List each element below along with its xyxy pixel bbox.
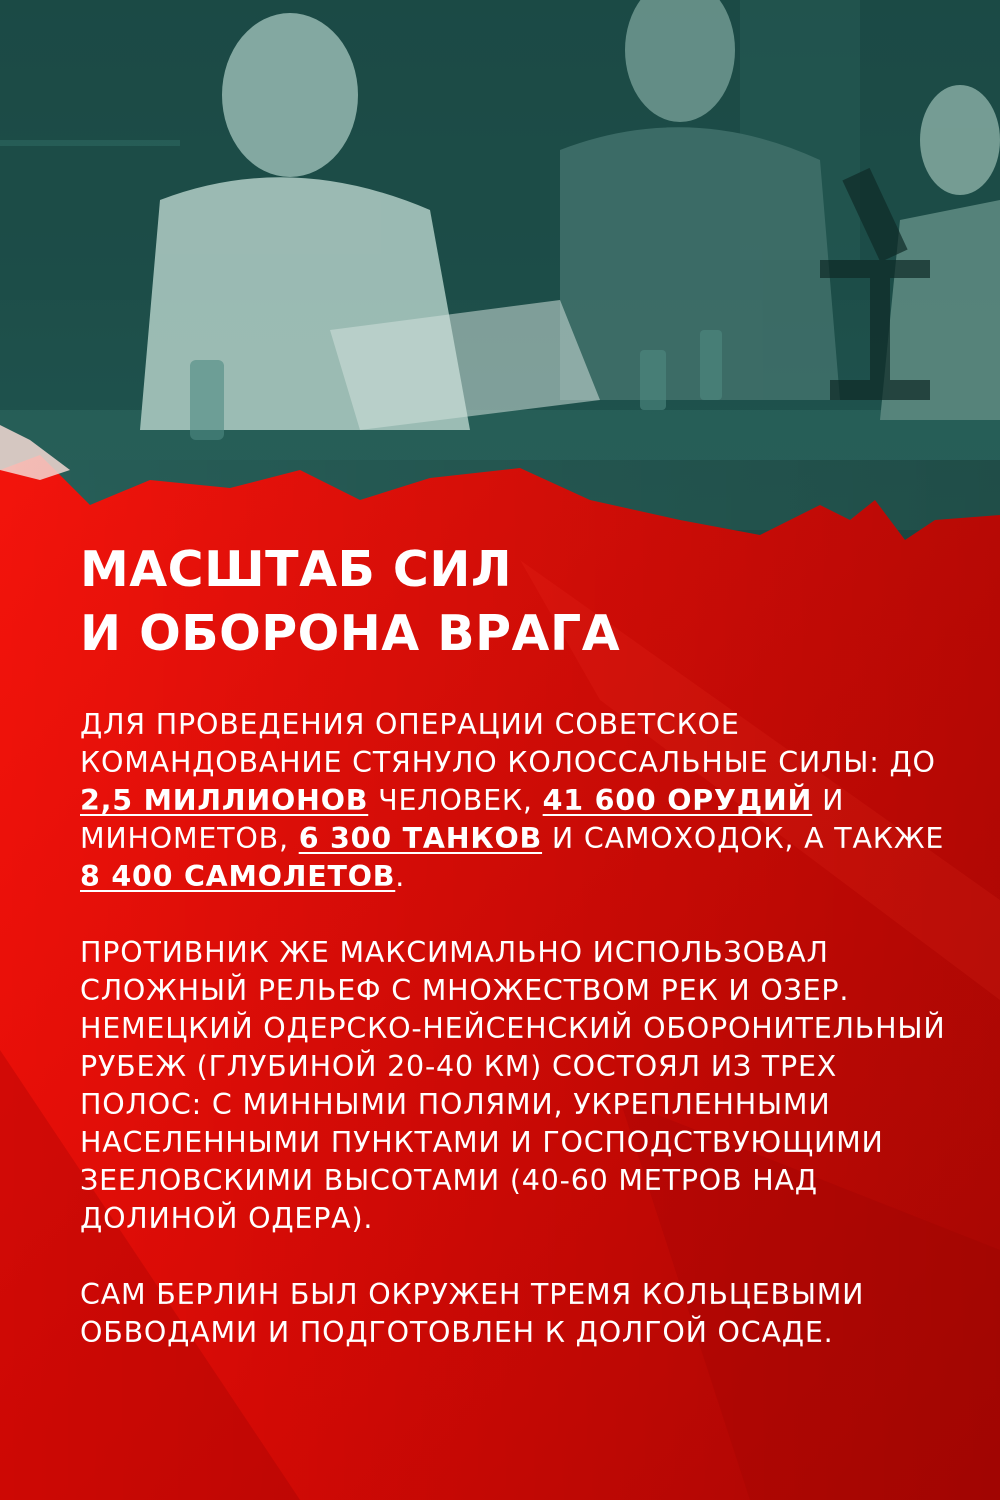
p1-text-1: ДЛЯ ПРОВЕДЕНИЯ ОПЕРАЦИИ СОВЕТСКОЕ КОМАНДОВАНИЕ СТЯНУЛО КОЛОССАЛЬНЫЕ СИЛЫ: ДО — [80, 708, 936, 779]
p1-text-4: И САМОХОДОК, А ТАКЖЕ — [542, 822, 945, 855]
stat-aircraft: 8 400 САМОЛЕТОВ — [80, 860, 396, 893]
forces-paragraph — [80, 706, 960, 896]
page-title — [80, 538, 960, 666]
title-line-1: МАСШТАБ СИЛ — [80, 541, 513, 598]
berlin-paragraph: САМ БЕРЛИН БЫЛ ОКРУЖЕН ТРЕМЯ КОЛЬЦЕВЫМИ ОБВОДАМИ И ПОДГОТОВЛЕН К ДОЛГОЙ ОСАДЕ. — [80, 1278, 865, 1349]
stat-tanks: 6 300 ТАНКОВ — [298, 822, 543, 855]
enemy-defense-paragraph: ПРОТИВНИК ЖЕ МАКСИМАЛЬНО ИСПОЛЬЗОВАЛ СЛОЖНЫЙ РЕЛЬЕФ С МНОЖЕСТВОМ РЕК И ОЗЕР. НЕМЕЦКИЙ ОДЕРСКО-НЕЙСЕНСКИЙ ОБОРОНИТЕЛЬНЫЙ РУБЕЖ (ГЛУБИНОЙ 20-40 КМ) СОСТОЯЛ ИЗ ТРЕХ ПОЛОС: С МИННЫМИ ПОЛЯМИ, УКРЕПЛЕННЫМИ НАСЕЛЕННЫМИ ПУНКТАМИ И ГОСПОДСТВУЮЩИМИ ЗЕЕЛОВСКИМИ ВЫСОТАМИ (40-60 МЕТРОВ НАД ДОЛИНОЙ ОДЕРА). — [80, 936, 946, 1235]
p1-text-2: ЧЕЛОВЕК, — [368, 784, 543, 817]
text-block — [80, 538, 960, 1352]
p1-text-5: . — [395, 860, 406, 893]
p1-text-3: И МИНОМЕТОВ, — [80, 784, 845, 855]
stat-guns: 41 600 ОРУДИЙ — [542, 784, 813, 817]
stat-troops: 2,5 МИЛЛИОНОВ — [80, 784, 369, 817]
title-line-2: И ОБОРОНА ВРАГА — [80, 605, 621, 662]
